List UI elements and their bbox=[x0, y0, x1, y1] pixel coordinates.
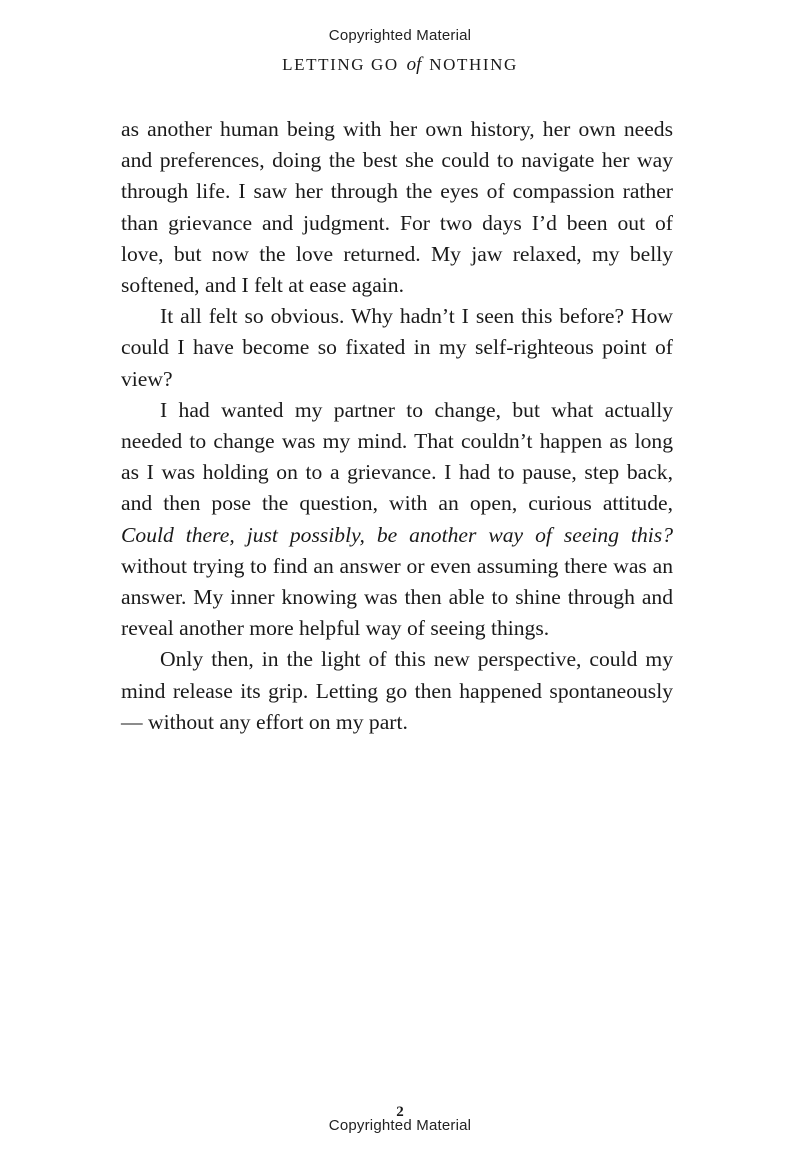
body-text bbox=[121, 114, 673, 738]
paragraph-3-text-end: without trying to find an answer or even assuming there was an answer. My inner knowing was then able to shine through and reveal another more helpful way of seeing things. bbox=[121, 553, 673, 641]
paragraph-3-italic-question: Could there, just possibly, be another way of seeing this? bbox=[121, 522, 673, 547]
paragraph-2: It all felt so obvious. Why hadn’t I seen this before? How could I have become so fixated in my self-righteous point of view? bbox=[121, 304, 673, 391]
copyright-watermark-bottom: Copyrighted Material bbox=[328, 1117, 472, 1134]
running-head-title-end: NOTHING bbox=[429, 55, 518, 74]
copyright-watermark-top: Copyrighted Material bbox=[328, 27, 472, 44]
paragraph-4: Only then, in the light of this new perspective, could my mind release its grip. Letting go then happened spontaneously — without any effort on my part. bbox=[121, 647, 673, 734]
paragraph-3 bbox=[121, 395, 673, 645]
paragraph-3-text-start: I had wanted my partner to change, but what actually needed to change was my mind. That couldn’t happen as long as I was holding on to a grievance. I had to pause, step back, and then pose the question, with an open, curious attitude, bbox=[121, 397, 673, 516]
running-head-title-start: LETTING GO bbox=[282, 55, 399, 74]
page-number: 2 bbox=[396, 1104, 404, 1120]
running-head bbox=[0, 54, 800, 76]
running-head-title-of: of bbox=[406, 54, 422, 75]
paragraph-1: as another human being with her own history, her own needs and preferences, doing the best she could to navigate her way through life. I saw her through the eyes of compassion rather than grievance and judgment. For two days I’d been out of love, but now the love returned. My jaw relaxed, my belly softened, and I felt at ease again. bbox=[121, 117, 673, 298]
